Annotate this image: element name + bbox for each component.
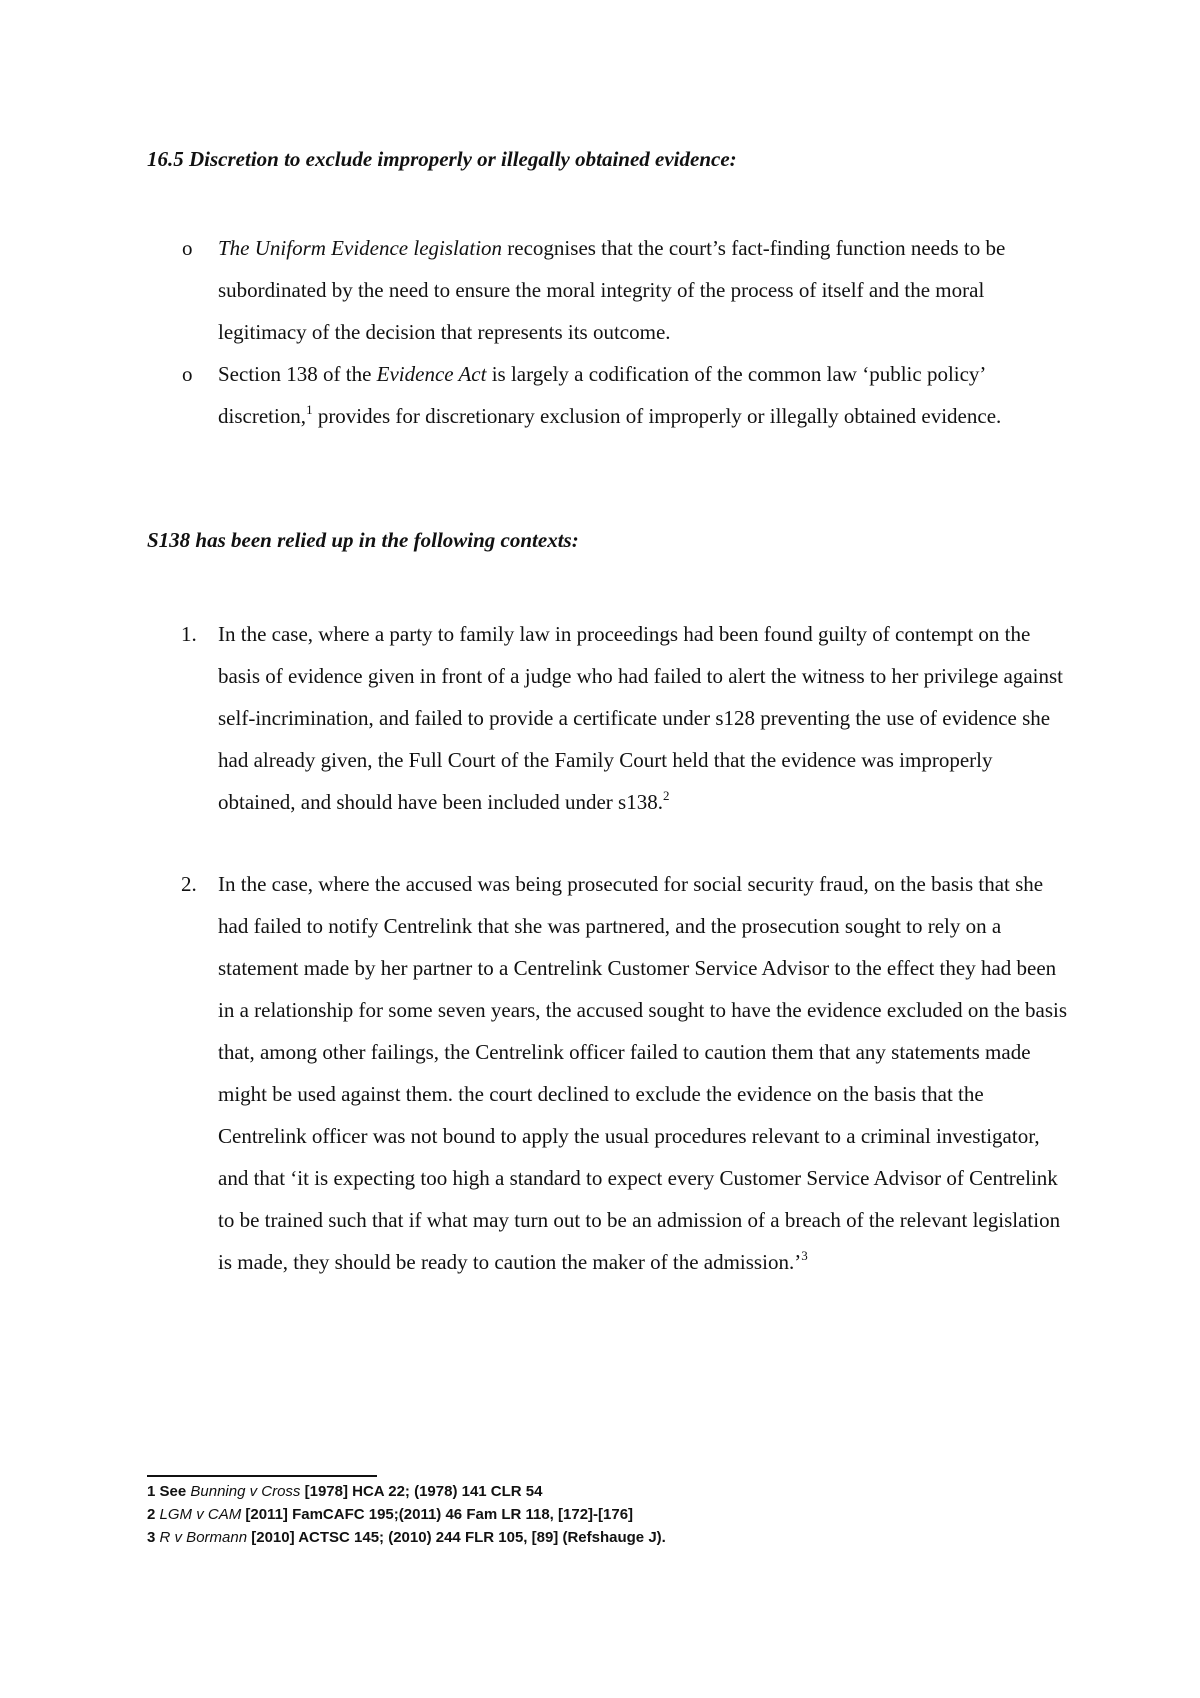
bullet-marker: o [182, 362, 193, 386]
footnote-pre: See [155, 1483, 191, 1500]
numbered-text [218, 613, 1070, 823]
bullet-list [0, 227, 1200, 437]
bullet-text [218, 353, 1070, 437]
footnote [147, 1480, 666, 1503]
footnote-ref[interactable]: 3 [801, 1248, 808, 1263]
item-number: 1. [181, 622, 197, 646]
bullet-item [0, 227, 1200, 353]
italic-act-name: Evidence Act [376, 362, 487, 386]
footnotes [147, 1480, 666, 1549]
bullet-body-mid: is largely a codification of the common law ‘public policy’ discretion, [218, 362, 985, 428]
footnote [147, 1503, 666, 1526]
bullet-text [218, 227, 1070, 353]
numbered-body: In the case, where a party to family law in proceedings had been found guilty of contempt on the basis of evidence given in front of a judge who had failed to alert the witness to her privilege against self-incrimination, and failed to provide a certificate under s128 preventing the use of evidence she had already given, the Full Court of the Family Court held that the evidence was improperly obtained, and should have been included under s138. [218, 622, 1063, 814]
bullet-body-post: provides for discretionary exclusion of improperly or illegally obtained evidence. [312, 404, 1002, 428]
numbered-body: In the case, where the accused was being prosecuted for social security fraud, on the basis that she had failed to notify Centrelink that she was partnered, and the prosecution sought to rely on a statement made by her partner to a Centrelink Customer Service Advisor to the effect they had been in a relationship for some seven years, the accused sought to have the evidence excluded on the basis that, among other failings, the Centrelink officer failed to caution them that any statements made might be used against them. the court declined to exclude the evidence on the basis that the Centrelink officer was not bound to apply the usual procedures relevant to a criminal investigator, and that ‘it is expecting too high a standard to expect every Customer Service Advisor of Centrelink to be trained such that if what may turn out to be an admission of a breach of the relevant legislation is made, they should be ready to caution the maker of the admission.’ [218, 872, 1068, 1274]
footnote-number: 1 [147, 1483, 156, 1500]
footnote [147, 1526, 666, 1549]
numbered-item [0, 613, 1200, 823]
item-number: 2. [181, 872, 197, 896]
contexts-heading: S138 has been relied up in the following contexts: [147, 528, 579, 552]
citation: [2010] ACTSC 145; (2010) 244 FLR 105, [89] (Refshauge J). [247, 1529, 666, 1546]
citation: [1978] HCA 22; (1978) 141 CLR 54 [300, 1483, 543, 1500]
bullet-body: recognises that the court’s fact-finding function needs to be subordinated by the need to ensure the moral integrity of the process of itself and the moral legitimacy of the decision that represents its outcome. [218, 236, 1006, 344]
footnote-number: 2 [147, 1506, 156, 1523]
case-name: R v Bormann [159, 1529, 248, 1546]
italic-title: The Uniform Evidence legislation [218, 236, 503, 260]
numbered-item [0, 863, 1200, 1283]
case-name: LGM v CAM [159, 1506, 242, 1523]
case-name: Bunning v Cross [190, 1483, 301, 1500]
footnote-separator [147, 1475, 377, 1477]
citation: [2011] FamCAFC 195;(2011) 46 Fam LR 118, [172]-[176] [241, 1506, 634, 1523]
numbered-text [218, 863, 1070, 1283]
footnote-number: 3 [147, 1529, 156, 1546]
bullet-marker: o [182, 236, 193, 260]
bullet-body-pre: Section 138 of the [218, 362, 377, 386]
section-heading: 16.5 Discretion to exclude improperly or illegally obtained evidence: [147, 147, 737, 171]
numbered-list [0, 613, 1200, 1283]
footnote-ref[interactable]: 2 [662, 788, 670, 803]
footnote-ref[interactable]: 1 [306, 402, 313, 417]
bullet-item [0, 353, 1200, 437]
